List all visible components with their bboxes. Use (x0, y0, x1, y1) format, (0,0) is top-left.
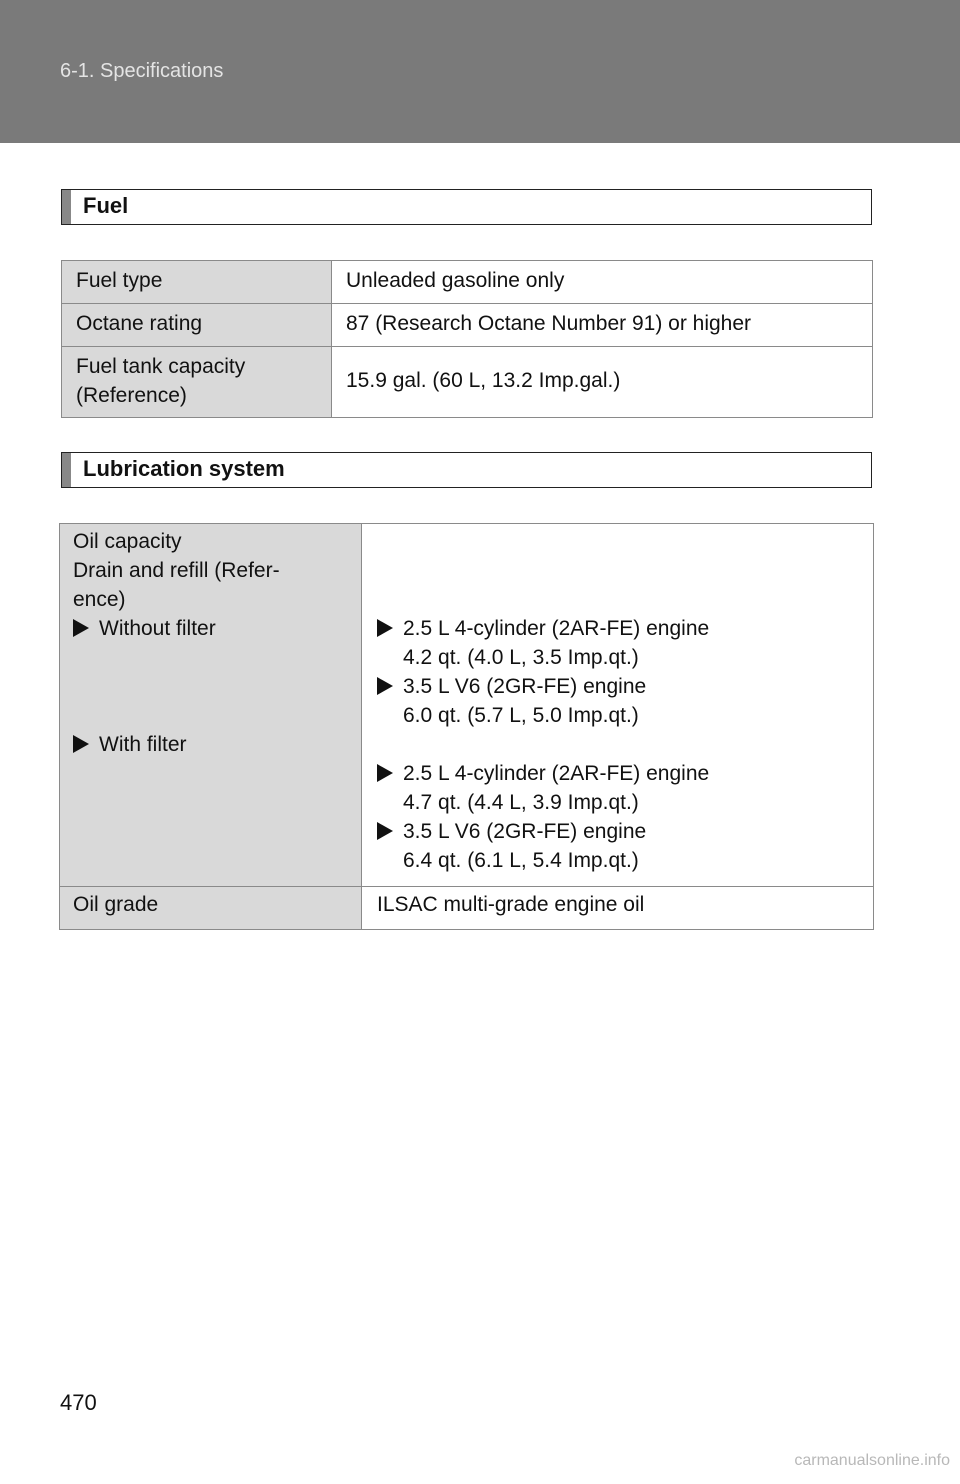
page-header (0, 0, 960, 143)
engine-name: 3.5 L V6 (2GR-FE) engine (403, 675, 647, 698)
engine-entry (377, 817, 873, 846)
without-filter-label (73, 614, 361, 643)
engine-capacity: 6.4 qt. (6.1 L, 5.4 Imp.qt.) (403, 849, 639, 872)
oil-grade-label: Oil grade (60, 887, 362, 930)
fuel-type-value: Unleaded gasoline only (332, 261, 873, 304)
header-section-label: 6-1. Specifications (60, 60, 224, 82)
triangle-right-icon (377, 822, 393, 840)
table-row (62, 347, 873, 418)
lubrication-table (59, 523, 874, 930)
watermark: carmanualsonline.info (794, 1452, 950, 1469)
engine-name: 3.5 L V6 (2GR-FE) engine (403, 820, 647, 843)
fuel-type-label: Fuel type (62, 261, 332, 304)
label-line: (Reference) (76, 384, 187, 407)
engine-entry (377, 672, 873, 701)
engine-name: 2.5 L 4-cylinder (2AR-FE) engine (403, 617, 710, 640)
label-line: Oil capacity (73, 530, 182, 553)
triangle-right-icon (377, 619, 393, 637)
octane-rating-label: Octane rating (62, 304, 332, 347)
triangle-right-icon (73, 735, 89, 753)
octane-rating-value: 87 (Research Octane Number 91) or higher (332, 304, 873, 347)
triangle-right-icon (377, 764, 393, 782)
page-number: 470 (60, 1390, 97, 1415)
triangle-right-icon (73, 619, 89, 637)
engine-capacity: 4.7 qt. (4.4 L, 3.9 Imp.qt.) (403, 791, 639, 814)
fuel-tank-capacity-value: 15.9 gal. (60 L, 13.2 Imp.gal.) (332, 347, 873, 418)
table-row (62, 304, 873, 347)
engine-entry (377, 759, 873, 788)
oil-capacity-label (60, 524, 362, 887)
heading-marker (62, 453, 71, 487)
table-row (62, 261, 873, 304)
label-line: Drain and refill (Refer- (73, 559, 280, 582)
triangle-right-icon (377, 677, 393, 695)
engine-capacity: 4.2 qt. (4.0 L, 3.5 Imp.qt.) (403, 646, 639, 669)
engine-name: 2.5 L 4-cylinder (2AR-FE) engine (403, 762, 710, 785)
label-line: Fuel tank capacity (76, 355, 246, 378)
table-row (60, 524, 874, 887)
label-line: ence) (73, 588, 126, 611)
fuel-heading (61, 189, 872, 225)
without-filter-text: Without filter (99, 617, 216, 640)
with-filter-text: With filter (99, 733, 187, 756)
oil-capacity-value (362, 524, 874, 887)
with-filter-label (73, 730, 361, 759)
table-row (60, 887, 874, 930)
heading-marker (62, 190, 71, 224)
engine-capacity: 6.0 qt. (5.7 L, 5.0 Imp.qt.) (403, 704, 639, 727)
lubrication-heading (61, 452, 872, 488)
oil-grade-value: ILSAC multi-grade engine oil (362, 887, 874, 930)
fuel-heading-text: Fuel (83, 193, 129, 218)
engine-entry (377, 614, 873, 643)
lubrication-heading-text: Lubrication system (83, 456, 285, 481)
fuel-table (61, 260, 873, 418)
fuel-tank-capacity-label (62, 347, 332, 418)
